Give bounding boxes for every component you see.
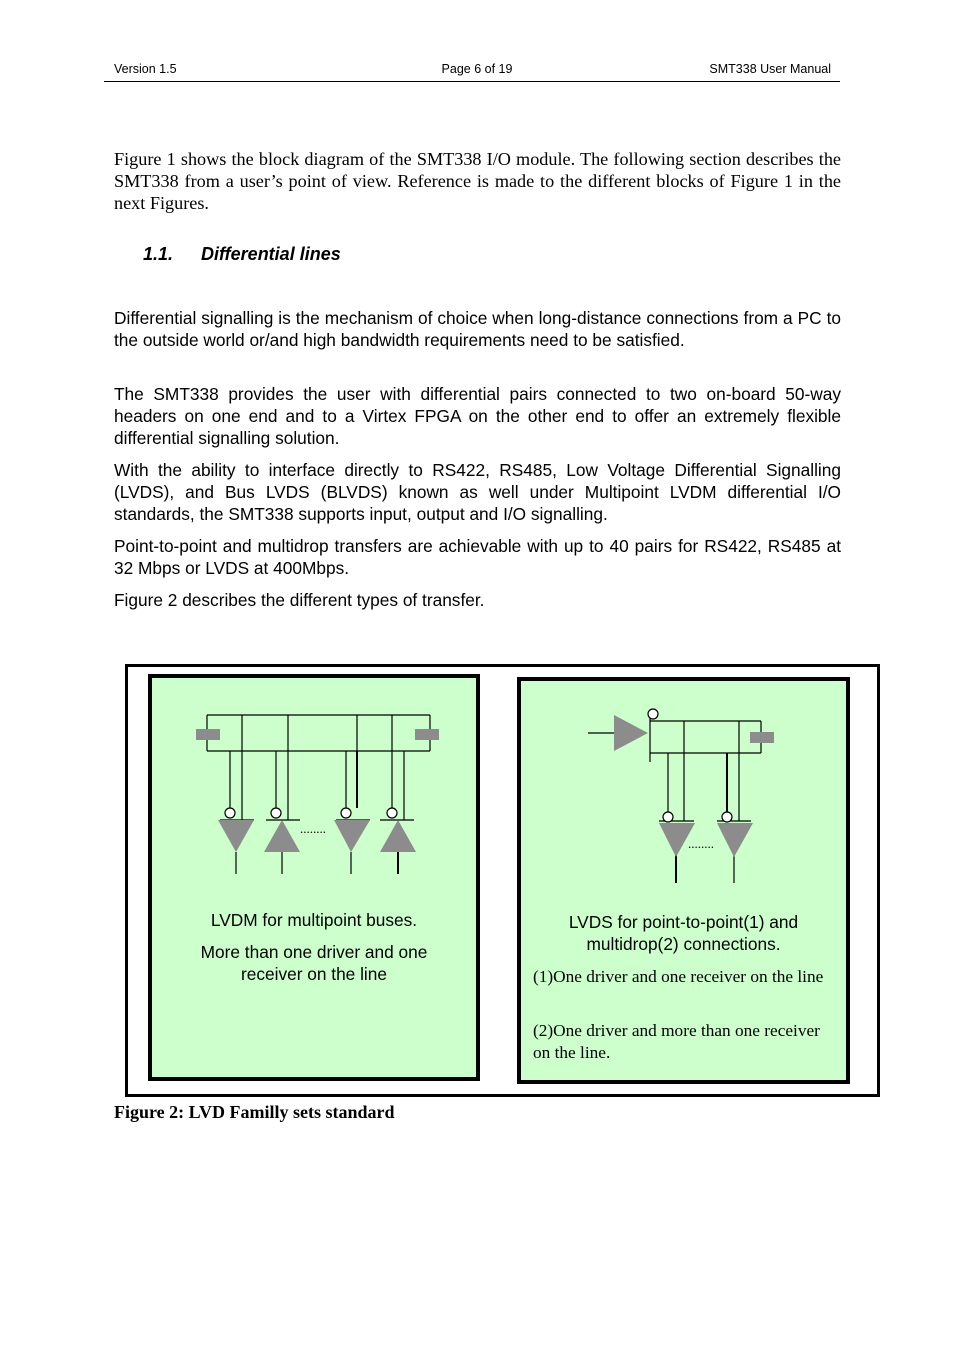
lvds-continuation-dots: ........	[688, 836, 714, 851]
lvds-note-1: (1)One driver and one receiver on the line	[533, 967, 824, 986]
paragraph-3: With the ability to interface directly to RS422, RS485, Low Voltage Differential Signalling (LVDS), and Bus LVDS (BLVDS) known as well under Multipoint LVDM differential I/O standards, the SMT338 supports input, output and I/O signalling.	[114, 460, 841, 524]
lvds-receiver-triangle-2	[717, 823, 753, 857]
figure-2-frame	[125, 664, 880, 1097]
lvds-termination-resistor	[750, 732, 774, 743]
receiver-triangle-2	[334, 820, 370, 852]
paragraph-4: Point-to-point and multidrop transfers are achievable with up to 40 pairs for RS422, RS485 at 32 Mbps or LVDS at 400Mbps.	[114, 536, 841, 578]
header-document-title: SMT338 User Manual	[709, 62, 831, 76]
lvds-driver-triangle	[614, 715, 648, 751]
driver-triangle-1	[264, 820, 300, 852]
paragraph-5: Figure 2 describes the different types of transfer.	[114, 590, 485, 610]
section-title: Differential lines	[201, 244, 341, 264]
section-heading	[143, 244, 341, 265]
termination-resistor-left	[196, 729, 220, 740]
header-rule	[104, 81, 840, 82]
driver-triangle-2	[380, 820, 416, 852]
lvdm-multipoint-bus-diagram	[152, 678, 476, 1077]
termination-resistor-right	[415, 729, 439, 740]
header-version: Version 1.5	[114, 62, 177, 76]
lvdm-caption: LVDM for multipoint buses.	[210, 910, 418, 930]
lvds-caption: LVDS for point-to-point(1) and multidrop(2) connections.	[568, 912, 799, 954]
figure-caption: Figure 2: LVD Familly sets standard	[114, 1102, 395, 1122]
paragraph-2: The SMT338 provides the user with differential pairs connected to two on-board 50-way headers on one end and to a Virtex FPGA on the other end to offer an extremely flexible differential signalling solution.	[114, 384, 841, 448]
intro-paragraph: Figure 1 shows the block diagram of the SMT338 I/O module. The following section describes the SMT338 from a user’s point of view. Reference is made to the different blocks of Figure 1 in the next Figures.	[114, 149, 841, 213]
lvdm-panel	[148, 674, 480, 1081]
lvdm-continuation-dots: ........	[300, 821, 326, 836]
header-page-number: Page 6 of 19	[441, 62, 513, 76]
lvds-note-2: (2)One driver and more than one receiver on the line.	[533, 1021, 820, 1062]
receiver-triangle-1	[218, 820, 254, 852]
paragraph-1: Differential signalling is the mechanism of choice when long-distance connections from a PC to the outside world or/and high bandwidth requirements need to be satisfied.	[114, 308, 841, 350]
lvdm-subcaption: More than one driver and one receiver on the line	[200, 942, 428, 984]
lvds-panel	[517, 677, 850, 1084]
section-number: 1.1.	[143, 244, 174, 264]
